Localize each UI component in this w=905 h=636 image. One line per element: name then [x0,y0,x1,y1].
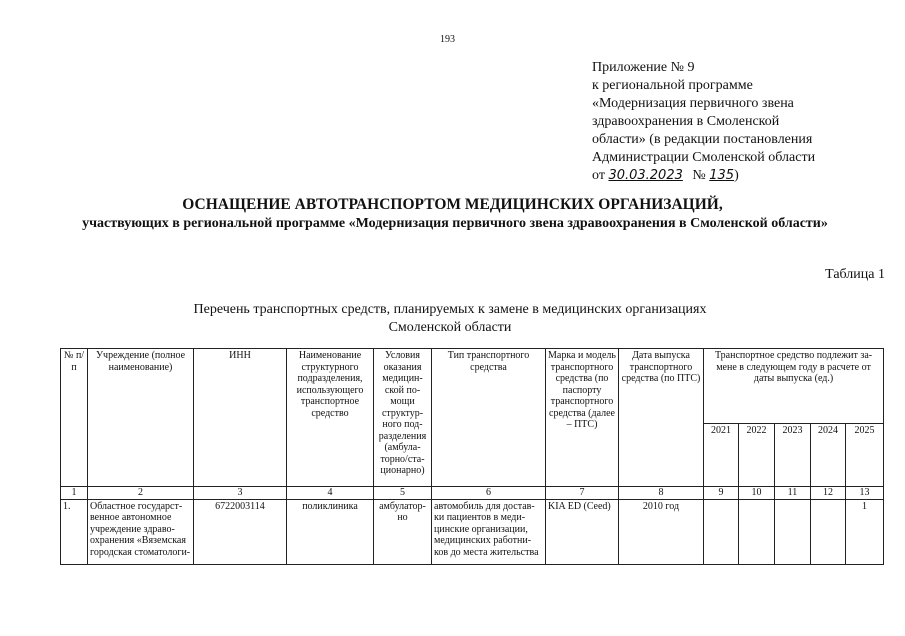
appendix-line: «Модернизация первичного звена [592,96,794,111]
cell-year-2025: 1 [846,499,884,564]
cell-release-date: 2010 год [619,499,704,564]
column-number: 1 [61,487,88,500]
document-subtitle: участвующих в региональной программе «Модернизация первичного звена здравоохранения в Смоленской области» [82,216,828,231]
column-number: 5 [374,487,432,500]
number-prefix: № [692,168,706,183]
cell-year-2022 [739,499,775,564]
vehicle-table [60,348,884,565]
header-num: № п/п [61,349,88,487]
cell-vehicle-type: автомобиль для достав-ки пациентов в меди-цинские организации, медицинских работни-ков до места жительства [432,499,546,564]
appendix-line: Приложение № 9 [592,60,695,75]
column-number: 9 [704,487,739,500]
header-brand: Марка и модель транспортного средства (по паспорту транспортного средства (далее – ПТС) [546,349,619,487]
column-number-row [61,487,884,500]
header-inn: ИНН [194,349,287,487]
column-number: 12 [811,487,846,500]
header-year: 2021 [704,424,739,487]
appendix-line: области» (в редакции постановления [592,132,813,147]
header-conditions: Условия оказания медицин-ской по-мощи структур-ного под-разделения (амбула-торно/ста-ционарно) [374,349,432,487]
column-number: 7 [546,487,619,500]
column-number: 10 [739,487,775,500]
column-number: 2 [88,487,194,500]
header-unit: Наименование структурного подразделения, использующего транспортное средство [287,349,374,487]
header-vehicle-type: Тип транспортного средства [432,349,546,487]
date-prefix: от [592,168,605,183]
column-number: 8 [619,487,704,500]
page-number: 193 [440,34,455,45]
cell-institution: Областное государст-венное автономное учреждение здраво-охранения «Вяземская городская стоматологи- [88,499,194,564]
table-caption [120,301,780,337]
table-label: Таблица 1 [825,267,885,282]
handwritten-number: 135 [709,168,735,183]
table-caption-line: Смоленской области [388,320,512,335]
header-year: 2025 [846,424,884,487]
document-title: ОСНАЩЕНИЕ АВТОТРАНСПОРТОМ МЕДИЦИНСКИХ ОРГАНИЗАЦИЙ, [182,196,723,213]
column-number: 13 [846,487,884,500]
cell-num: 1. [61,499,88,564]
column-number: 11 [775,487,811,500]
header-year: 2023 [775,424,811,487]
column-number: 4 [287,487,374,500]
header-year: 2024 [811,424,846,487]
table-row [61,499,884,564]
column-number: 6 [432,487,546,500]
column-number: 3 [194,487,287,500]
header-year: 2022 [739,424,775,487]
cell-inn: 6722003114 [194,499,287,564]
cell-year-2021 [704,499,739,564]
header-release-date: Дата выпуска транспортного средства (по ПТС) [619,349,704,487]
appendix-line: Администрации Смоленской области [592,150,816,165]
table-caption-line: Перечень транспортных средств, планируемых к замене в медицинских организациях [193,302,707,317]
cell-year-2023 [775,499,811,564]
appendix-line: к региональной программе [592,78,753,93]
cell-conditions: амбулатор-но [374,499,432,564]
appendix-block [592,59,892,185]
handwritten-date: 30.03.2023 [608,168,683,183]
appendix-line: здравоохранения в Смоленской [592,114,780,129]
appendix-date-line: от 30.03.2023 № 135) [592,168,739,183]
cell-year-2024 [811,499,846,564]
header-institution: Учреждение (полное наименование) [88,349,194,487]
cell-unit: поликлиника [287,499,374,564]
cell-brand: KIA ED (Ceed) [546,499,619,564]
header-replacement-group: Транспортное средство подлежит за-мене в следующем году в расчете от даты выпуска (ед.) [704,349,884,424]
